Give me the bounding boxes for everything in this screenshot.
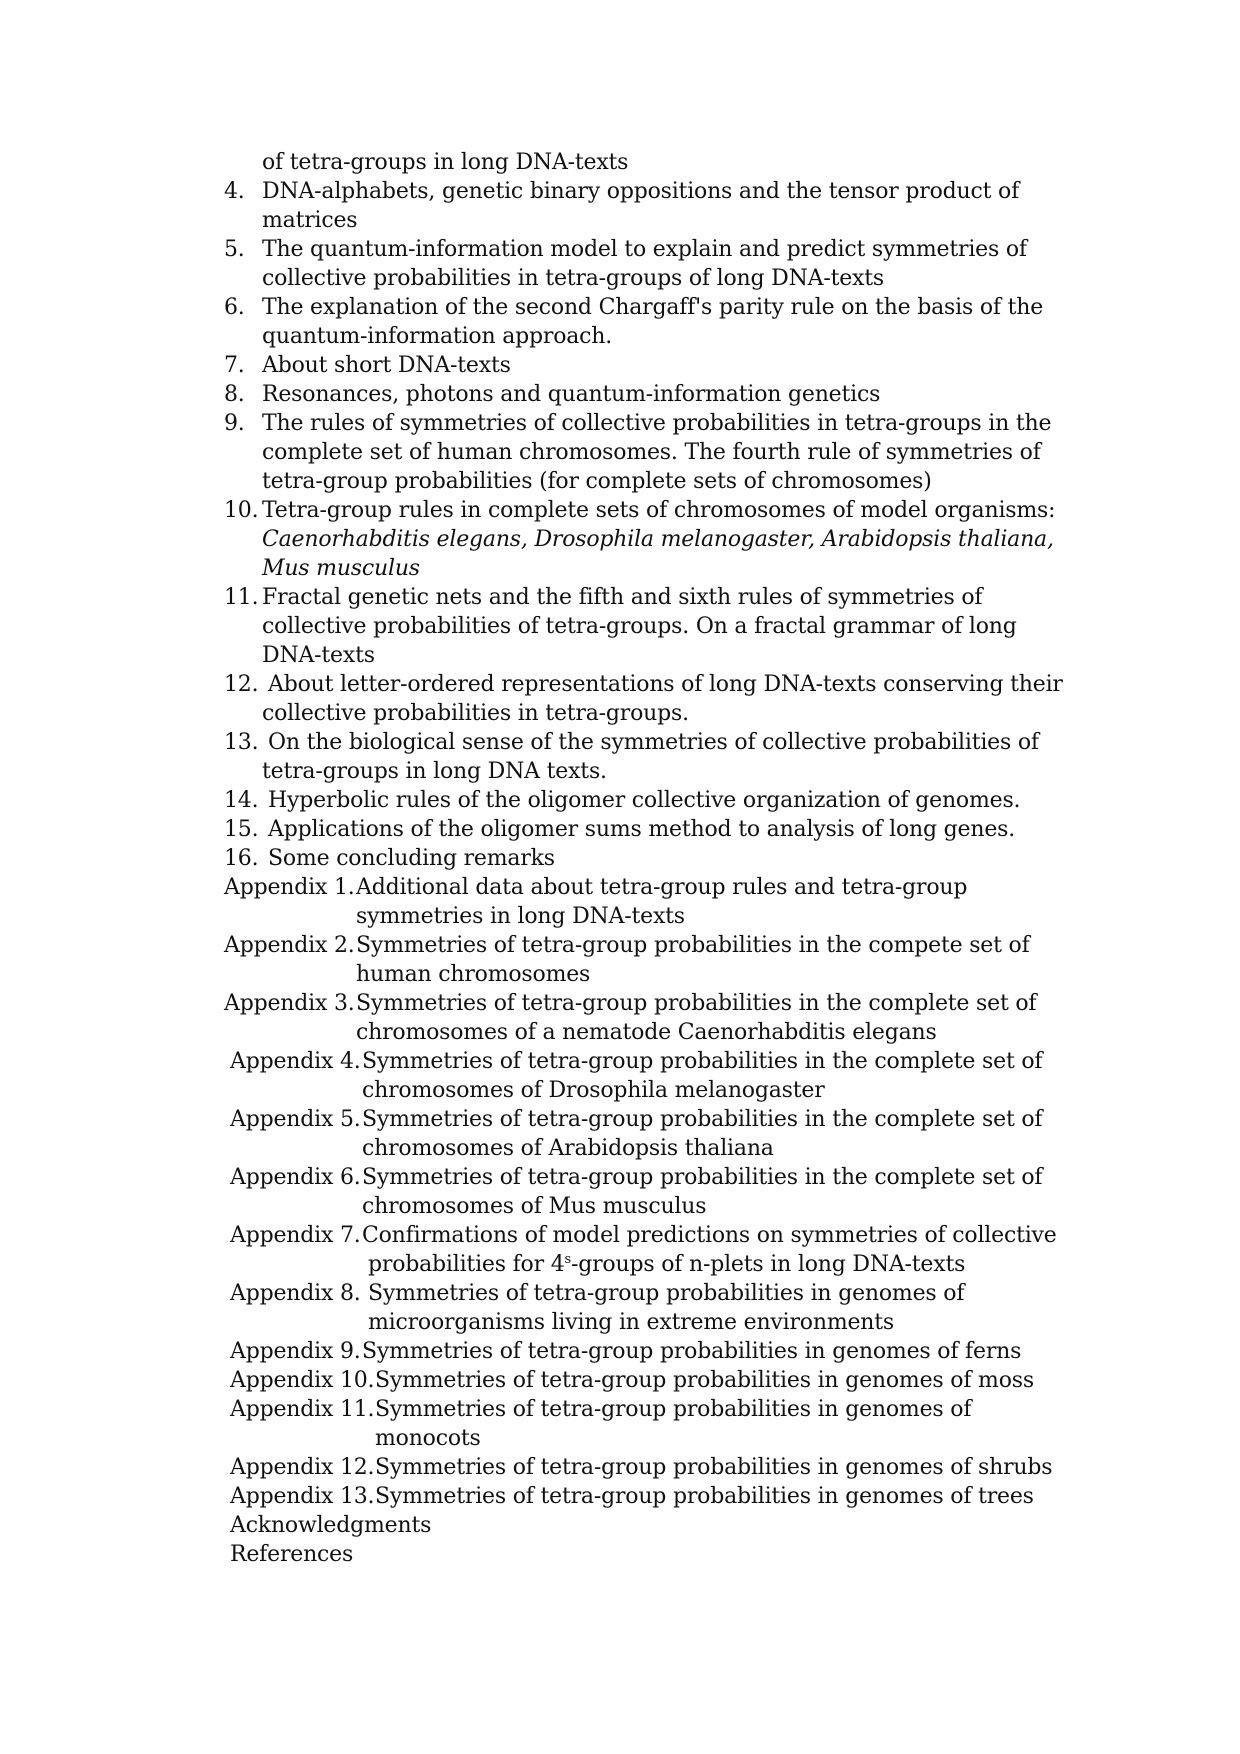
toc-references: References <box>230 1542 354 1567</box>
toc-item-12: About letter-ordered representations of long DNA-texts conserving their <box>268 672 1063 697</box>
toc-item-number: 4. <box>224 179 245 204</box>
toc-item-number: 6. <box>224 295 245 320</box>
text-fragment: probabilities for 4 <box>368 1252 565 1277</box>
toc-item-number: 16. <box>224 846 259 871</box>
appendix-label: Appendix 1. <box>224 875 355 900</box>
toc-appendix-5-line2: chromosomes of Arabidopsis thaliana <box>362 1136 774 1161</box>
toc-item-6-line2: quantum-information approach. <box>262 324 613 349</box>
toc-item-number: 12. <box>224 672 259 697</box>
toc-item-number: 14. <box>224 788 259 813</box>
toc-item-number: 10. <box>224 498 259 523</box>
toc-item-7: About short DNA-texts <box>262 353 511 378</box>
toc-item-number: 9. <box>224 411 245 436</box>
toc-appendix-3-line2: chromosomes of a nematode Caenorhabditis elegans <box>356 1020 937 1045</box>
toc-appendix-4: Symmetries of tetra-group probabilities in the complete set of <box>362 1049 1043 1074</box>
toc-item-4-line2: matrices <box>262 208 358 233</box>
toc-appendix-4-line2: chromosomes of Drosophila melanogaster <box>362 1078 825 1103</box>
toc-appendix-13: Symmetries of tetra-group probabilities in genomes of trees <box>375 1484 1034 1509</box>
toc-item-10-line3: Mus musculus <box>262 556 420 581</box>
toc-item-number: 11. <box>224 585 259 610</box>
toc-item-15: Applications of the oligomer sums method to analysis of long genes. <box>268 817 1016 842</box>
appendix-label: Appendix 9. <box>230 1339 361 1364</box>
toc-item-16: Some concluding remarks <box>268 846 555 871</box>
toc-item-11: Fractal genetic nets and the fifth and sixth rules of symmetries of <box>262 585 983 610</box>
appendix-label: Appendix 11. <box>230 1397 375 1422</box>
toc-item-13-line2: tetra-groups in long DNA texts. <box>262 759 607 784</box>
toc-appendix-7-line2 <box>368 1250 965 1279</box>
appendix-label: Appendix 12. <box>230 1455 375 1480</box>
toc-acknowledgments: Acknowledgments <box>230 1513 432 1538</box>
toc-item-3-continued: of tetra-groups in long DNA-texts <box>262 150 629 175</box>
appendix-label: Appendix 6. <box>230 1165 361 1190</box>
toc-appendix-7: Confirmations of model predictions on symmetries of collective <box>362 1223 1057 1248</box>
toc-item-number: 8. <box>224 382 245 407</box>
appendix-label: Appendix 10. <box>230 1368 375 1393</box>
toc-appendix-10: Symmetries of tetra-group probabilities in genomes of moss <box>375 1368 1034 1393</box>
toc-item-number: 5. <box>224 237 245 262</box>
toc-appendix-1-line2: symmetries in long DNA-texts <box>356 904 685 929</box>
text-fragment: -groups of n-plets in long DNA-texts <box>571 1252 966 1277</box>
toc-item-5: The quantum-information model to explain and predict symmetries of <box>262 237 1027 262</box>
toc-item-10: Tetra-group rules in complete sets of chromosomes of model organisms: <box>262 498 1056 523</box>
toc-item-5-line2: collective probabilities in tetra-groups of long DNA-texts <box>262 266 884 291</box>
appendix-label: Appendix 5. <box>230 1107 361 1132</box>
appendix-label: Appendix 8. <box>230 1281 361 1306</box>
toc-item-number: 7. <box>224 353 245 378</box>
appendix-label: Appendix 3. <box>224 991 355 1016</box>
toc-appendix-2: Symmetries of tetra-group probabilities in the compete set of <box>356 933 1030 958</box>
appendix-label: Appendix 13. <box>230 1484 375 1509</box>
toc-appendix-11: Symmetries of tetra-group probabilities in genomes of <box>375 1397 972 1422</box>
toc-item-9-line3: tetra-group probabilities (for complete sets of chromosomes) <box>262 469 932 494</box>
toc-item-11-line3: DNA-texts <box>262 643 375 668</box>
toc-item-8: Resonances, photons and quantum-information genetics <box>262 382 881 407</box>
appendix-label: Appendix 4. <box>230 1049 361 1074</box>
toc-appendix-3: Symmetries of tetra-group probabilities in the complete set of <box>356 991 1037 1016</box>
toc-item-9: The rules of symmetries of collective probabilities in tetra-groups in the <box>262 411 1052 436</box>
toc-item-number: 13. <box>224 730 259 755</box>
toc-item-13: On the biological sense of the symmetries of collective probabilities of <box>268 730 1039 755</box>
toc-appendix-8: Symmetries of tetra-group probabilities in genomes of <box>368 1281 965 1306</box>
toc-appendix-9: Symmetries of tetra-group probabilities in genomes of ferns <box>362 1339 1022 1364</box>
toc-item-4: DNA-alphabets, genetic binary oppositions and the tensor product of <box>262 179 1020 204</box>
toc-item-number: 15. <box>224 817 259 842</box>
toc-item-9-line2: complete set of human chromosomes. The fourth rule of symmetries of <box>262 440 1041 465</box>
toc-item-6: The explanation of the second Chargaff's parity rule on the basis of the <box>262 295 1044 320</box>
toc-appendix-8-line2: microorganisms living in extreme environments <box>368 1310 895 1335</box>
superscript-s: s <box>564 1252 571 1267</box>
toc-appendix-6: Symmetries of tetra-group probabilities in the complete set of <box>362 1165 1043 1190</box>
toc-appendix-6-line2: chromosomes of Mus musculus <box>362 1194 707 1219</box>
appendix-label: Appendix 2. <box>224 933 355 958</box>
toc-item-14: Hyperbolic rules of the oligomer collective organization of genomes. <box>268 788 1021 813</box>
toc-appendix-2-line2: human chromosomes <box>356 962 591 987</box>
toc-appendix-11-line2: monocots <box>375 1426 481 1451</box>
toc-appendix-1: Additional data about tetra-group rules and tetra-group <box>356 875 968 900</box>
toc-item-11-line2: collective probabilities of tetra-groups. On a fractal grammar of long <box>262 614 1017 639</box>
toc-appendix-5: Symmetries of tetra-group probabilities in the complete set of <box>362 1107 1043 1132</box>
toc-item-12-line2: collective probabilities in tetra-groups. <box>262 701 689 726</box>
toc-appendix-12: Symmetries of tetra-group probabilities in genomes of shrubs <box>375 1455 1053 1480</box>
toc-item-10-line2: Caenorhabditis elegans, Drosophila melanogaster, Arabidopsis thaliana, <box>262 527 1054 552</box>
appendix-label: Appendix 7. <box>230 1223 361 1248</box>
